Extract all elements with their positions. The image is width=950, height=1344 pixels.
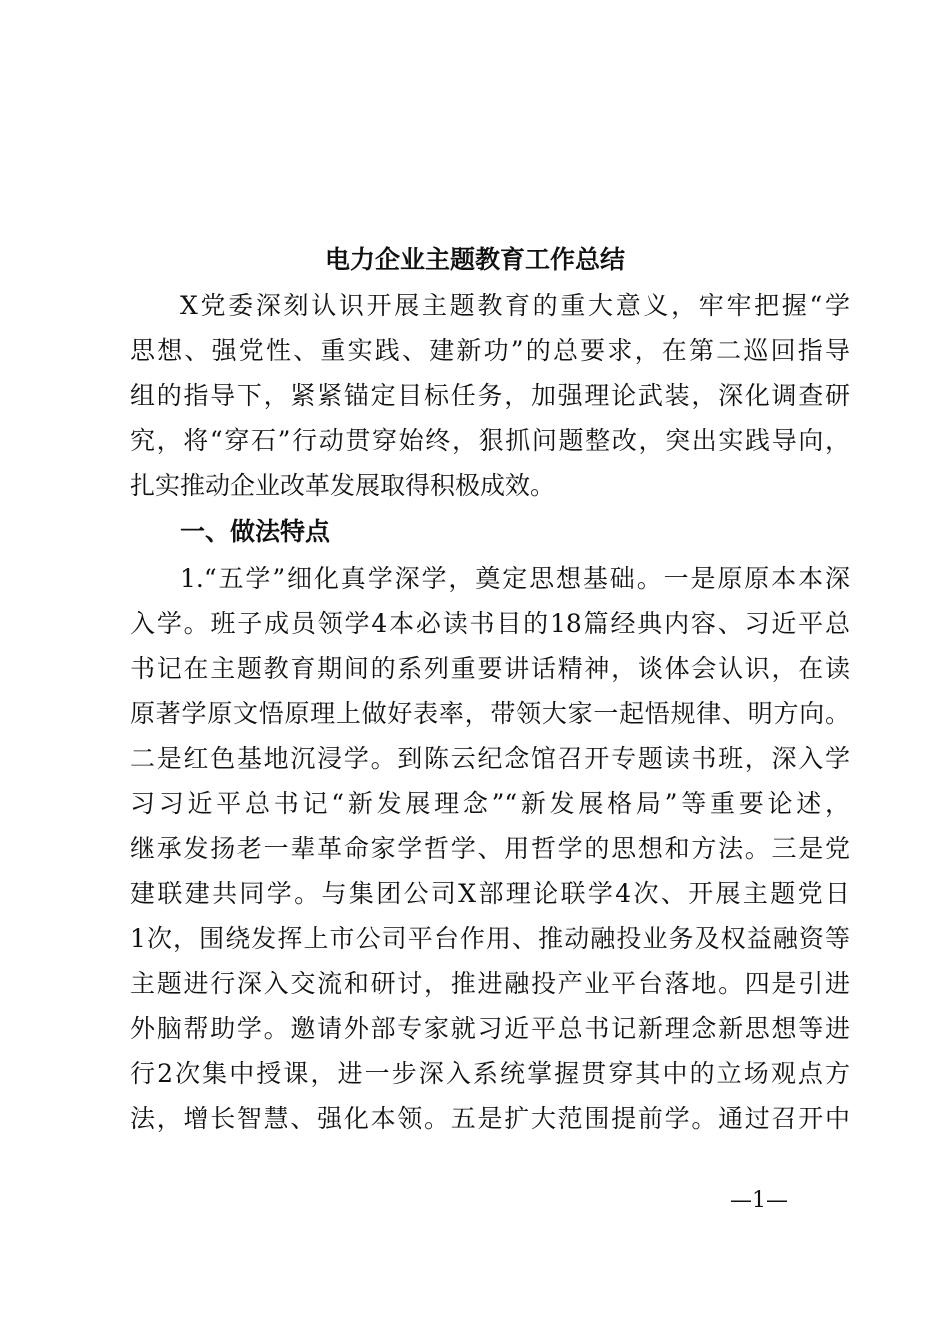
- paragraph-line: 外脑帮助学。邀请外部专家就习近平总书记新理念新思想等进: [130, 1014, 850, 1043]
- paragraph-line: 入学。班子成员领学4本必读书目的18篇经典内容、习近平总: [130, 609, 850, 638]
- paragraph-line: 1次，围绕发挥上市公司平台作用、推动融投业务及权益融资等: [130, 924, 850, 953]
- paragraph-line: 思想、强党性、重实践、建新功”的总要求，在第二巡回指导: [130, 336, 850, 365]
- document-title: 电力企业主题教育工作总结: [324, 245, 625, 274]
- paragraph-line: 习习近平总书记“新发展理念”“新发展格局”等重要论述，: [130, 789, 850, 818]
- paragraph-line: 二是红色基地沉浸学。到陈云纪念馆召开专题读书班，深入学: [130, 744, 850, 773]
- paragraph-line: 建联建共同学。与集团公司X部理论联学4次、开展主题党日: [130, 879, 850, 908]
- paragraph-line: 1.“五学”细化真学深学，奠定思想基础。一是原原本本深: [180, 564, 850, 593]
- paragraph-line: 行2次集中授课，进一步深入系统掌握贯穿其中的立场观点方: [130, 1059, 850, 1088]
- paragraph-line: 主题进行深入交流和研讨，推进融投产业平台落地。四是引进: [130, 969, 850, 998]
- paragraph-line: 扎实推动企业改革发展取得积极成效。: [130, 471, 556, 500]
- page-number: —1—: [730, 1188, 788, 1213]
- paragraph-line: 究，将“穿石”行动贯穿始终，狠抓问题整改，突出实践导向，: [130, 426, 850, 455]
- paragraph-line: 原著学原文悟原理上做好表率，带领大家一起悟规律、明方向。: [130, 699, 850, 728]
- paragraph-line: 组的指导下，紧紧锚定目标任务，加强理论武装，深化调查研: [130, 381, 850, 410]
- paragraph-line: 法，增长智慧、强化本领。五是扩大范围提前学。通过召开中: [130, 1104, 850, 1133]
- section-heading: 一、做法特点: [180, 517, 331, 546]
- paragraph-line: 书记在主题教育期间的系列重要讲话精神，谈体会认识，在读: [130, 654, 850, 683]
- paragraph-line: 继承发扬老一辈革命家学哲学、用哲学的思想和方法。三是党: [130, 834, 850, 863]
- paragraph-line: X党委深刻认识开展主题教育的重大意义，牢牢把握“学: [180, 291, 850, 320]
